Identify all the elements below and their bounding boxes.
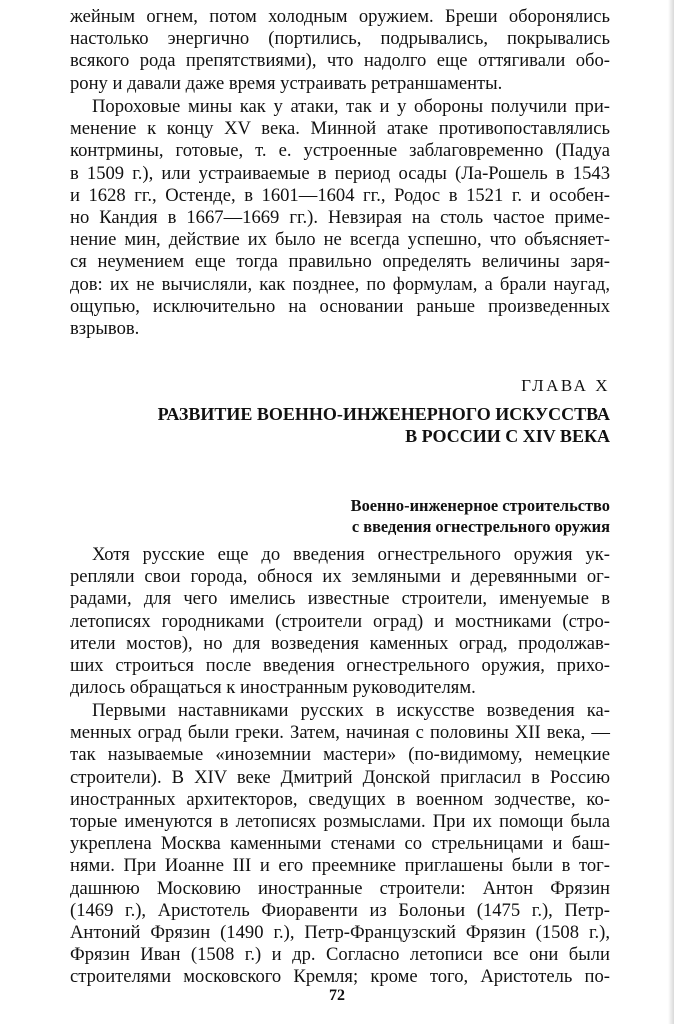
page-number: 72 [329, 987, 345, 1004]
text-line: настолько энергично (портились, подрывались, покрывались [70, 28, 610, 50]
text-line: контрмины, готовые, т. е. устроенные заблаговременно (Падуа [70, 140, 610, 162]
text-line: Антоний Фрязин (1490 г.), Петр-Французский Фрязин (1508 г.), [70, 922, 610, 944]
text-line: дов: их не вычисляли, как позднее, по формулам, а брали наугад, [70, 273, 610, 295]
text-line: дилось обращаться к иностранным руководителям. [70, 677, 476, 699]
text-line: (1469 г.), Аристотель Фиоравенти из Болоньи (1475 г.), Петр- [70, 899, 610, 921]
paragraph [70, 6, 610, 95]
text-line: ители мостов), но для возведения каменных оград, продолжав- [70, 632, 610, 654]
text-line: всякого рода препятствиями), что надолго еще оттягивали обо- [70, 50, 610, 72]
chapter-label: ГЛАВА X [521, 376, 610, 395]
section-title-line: с введения огнестрельного оружия [351, 517, 610, 536]
text-line: репляли свои города, обнося их земляными и деревянными ог- [70, 566, 610, 588]
text-line: рону и давали даже время устраивать ретраншаменты. [70, 72, 503, 94]
section-title-line: Военно-инженерное строительство [350, 496, 610, 515]
text-line: укреплена Москва каменными стенами со стрельницами и баш- [70, 833, 610, 855]
text-line: так называемые «иноземнии мастери» (по-видимому, немецкие [70, 744, 610, 766]
text-line: строители). В XIV веке Дмитрий Донской пригласил в Россию [70, 766, 610, 788]
text-line: менение к концу XV века. Минной атаке противопоставлялись [70, 118, 610, 140]
text-line: Фрязин Иван (1508 г.) и др. Согласно летописи все они были [70, 944, 610, 966]
text-line: Пороховые мины как у атаки, так и у обороны получили при- [92, 96, 610, 117]
text-line: радами, для чего имелись известные строители, именуемые в [70, 588, 610, 610]
text-line: Первыми наставниками русских в искусстве возведения ка- [92, 700, 610, 721]
section-title [351, 495, 610, 537]
text-line: дашнюю Московию иностранные строители: Антон Фрязин [70, 877, 610, 899]
text-line: торые именуются в летописях розмыслами. При их помощи была [70, 811, 610, 833]
chapter-title-line: В РОССИИ С XIV ВЕКА [405, 426, 610, 446]
page-edge-shadow [668, 0, 674, 1024]
chapter-title [158, 403, 610, 447]
text-line: иностранных архитекторов, сведущих в военном зодчестве, ко- [70, 788, 610, 810]
paragraph [70, 544, 610, 699]
text-line: взрывов. [70, 318, 140, 340]
text-line: летописях городниками (строители оград) и мостниками (стро- [70, 610, 610, 632]
text-line: жейным огнем, потом холодным оружием. Бреши оборонялись [70, 6, 610, 27]
text-line: менных оград были греки. Затем, начиная с половины XII века, — [70, 722, 610, 744]
text-line: нями. При Иоанне III и его преемнике приглашены были в тог- [70, 855, 610, 877]
chapter-title-line: РАЗВИТИЕ ВОЕННО-ИНЖЕНЕРНОГО ИСКУССТВА [157, 404, 610, 424]
text-line: ощупью, исключительно на основании раньше произведенных [70, 295, 610, 317]
text-line: но Кандия в 1667—1669 гг.). Невзирая на столь частое приме- [70, 207, 610, 229]
text-line: строителями московского Кремля; кроме того, Аристотель по- [70, 966, 610, 988]
text-line: в 1509 г.), или устраиваемые в период осады (Ла-Рошель в 1543 [70, 162, 610, 184]
text-line: ся неумением еще тогда правильно определять величины заря- [70, 251, 610, 273]
text-line: Хотя русские еще до введения огнестрельного оружия ук- [92, 544, 610, 565]
paragraph [70, 700, 610, 989]
text-line: и 1628 гг., Остенде, в 1601—1604 гг., Родос в 1521 г. и особен- [70, 184, 610, 206]
paragraph [70, 96, 610, 340]
text-line: ших строиться после введения огнестрельного оружия, прихо- [70, 655, 610, 677]
text-line: нение мин, действие их было не всегда успешно, что объясняет- [70, 229, 610, 251]
